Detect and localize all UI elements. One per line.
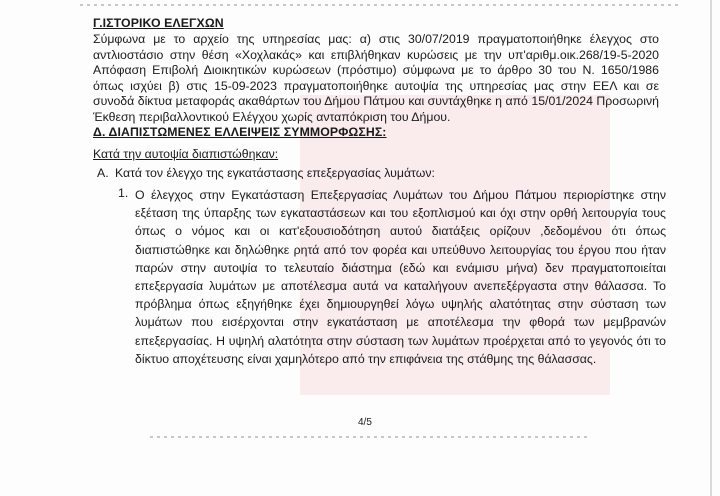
scan-artifact-bottom xyxy=(150,436,590,438)
list-item-1 xyxy=(118,186,666,368)
page-number: 4/5 xyxy=(358,417,372,428)
list-item-1-text: Ο έλεγχος στην Εγκατάσταση Επεξεργασίας Λυμάτων του Δήμου Πάτμου περιορίστηκε στην εξέταση της ύπαρξης των εγκαταστάσεων και του εξοπλισμού και όχι στην ορθή λειτουργία τους όπως ο νόμος και οι κατ'εξουσιοδότηση αυτού διατάξεις ορίζουν ,δεδομένου ότι όπως διαπιστώθηκε και δηλώθηκε ρητά από τον φορέα και υπεύθυνο λειτουργίας του έργου που ήταν παρών στην αυτοψία το τελευταίο διάστημα (εδώ και ενάμισυ μήνα) δεν πραγματοποιείται επεξεργασία λυμάτων με αποτέλεσμα αυτά να καταλήγουν ανεπεξέργαστα στην θάλασσα. Το πρόβλημα όπως εξηγήθηκε έχει δημιουργηθεί λόγω υψηλής αλατότητας στην σύσταση των λυμάτων που εισέρχονται στην εγκατάσταση με αποτέλεσμα την φθορά των μεμβρανών επεξεργασίας. Η υψηλή αλατότητα στην σύσταση των λυμάτων προέρχεται από το γεγονός ότι το δίκτυο αποχέτευσης είναι χαμηλότερο από την επιφάνεια της στάθμης της θάλασσας. xyxy=(135,188,666,366)
section-d-heading: Δ. ΔΙΑΠΙΣΤΩΜΕΝΕΣ ΕΛΛΕΙΨΕΙΣ ΣΥΜΜΟΡΦΩΣΗΣ: xyxy=(93,125,387,139)
scan-artifact-top xyxy=(80,4,680,6)
section-g-paragraph: Σύμφωνα με το αρχείο της υπηρεσίας μας: α) στις 30/07/2019 πραγματοποιήθηκε έλεγχος στο αντλιοστάσιο στην θέση «Χοχλακάς» και επιβλήθηκαν κυρώσεις με την υπ'αριθμ.οικ.268/19-5-2020 Απόφαση Επιβολή Διοικητικών κυρώσεων (πρόστιμο) σύμφωνα με το άρθρο 30 του Ν. 1650/1986 όπως ισχύει β) στις 15-09-2023 πραγματοποιήθηκε αυτοψία της υπηρεσίας μας στην ΕΕΛ και σε συνοδά δίκτυα μεταφοράς ακαθάρτων του Δήμου Πάτμου και συντάχθηκε η από 15/01/2024 Προσωρινή Έκθεση περιβαλλοντικού Ελέγχου χωρίς ανταπόκριση του Δήμου. xyxy=(93,32,659,124)
list-item-1-marker: 1. xyxy=(118,186,129,200)
list-item-a xyxy=(97,166,435,180)
page-edge xyxy=(710,0,712,496)
list-item-a-marker: A. xyxy=(97,166,109,180)
list-item-a-text: Κατά τον έλεγχο της εγκατάστασης επεξεργασίας λυμάτων: xyxy=(115,166,435,180)
section-d-subheading: Κατά την αυτοψία διαπιστώθηκαν: xyxy=(93,147,279,161)
section-g-heading: Γ.ΙΣΤΟΡΙΚΟ ΕΛΕΓΧΩΝ xyxy=(93,16,224,30)
